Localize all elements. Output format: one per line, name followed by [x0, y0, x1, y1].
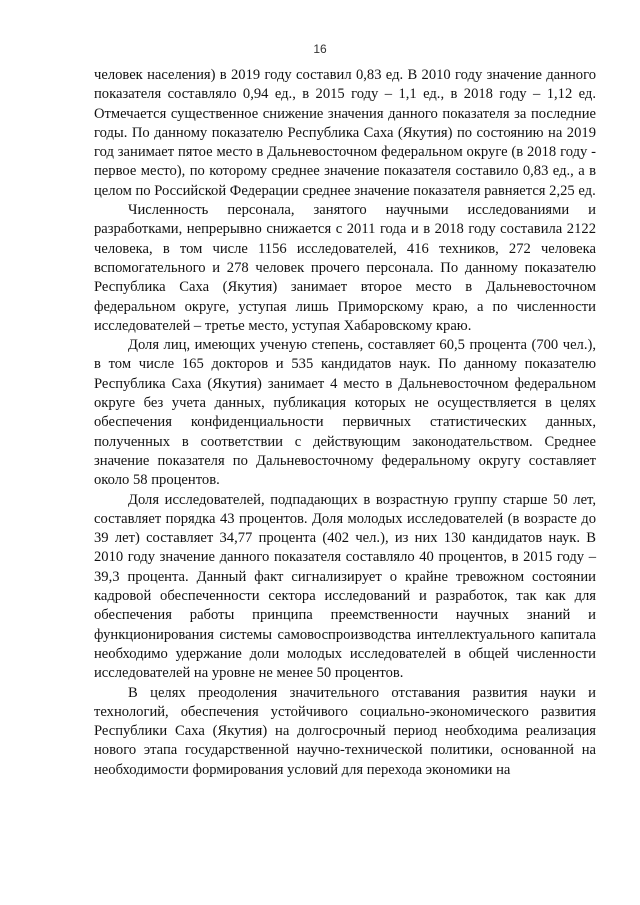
body-text [94, 66, 596, 780]
paragraph-5: В целях преодоления значительного отставания развития науки и технологий, обеспечения устойчивого социально-экономического развития Республики Саха (Якутия) на долгосрочный период необходима реализация нового этапа государственной научно-технической политики, основанной на необходимости формирования условий для перехода экономики на [94, 684, 596, 778]
paragraph-4: Доля исследователей, подпадающих в возрастную группу старше 50 лет, составляет порядка 43 процентов. Доля молодых исследователей (в возрасте до 39 лет) составляет 34,77 процента (402 чел.), из них 130 кандидатов наук. В 2010 году значение данного показателя составляло 40 процентов, в 2015 году – 39,3 процента. Данный факт сигнализирует о крайне тревожном состоянии кадровой обеспеченности сектора исследований и разработок, так как для обеспечения работы принципа преемственности научных знаний и функционирования системы самовоспроизводства интеллектуального капитала необходимо удержание доли молодых исследователей в общей численности исследователей на уровне не менее 50 процентов. [94, 491, 596, 682]
paragraph-3: Доля лиц, имеющих ученую степень, составляет 60,5 процента (700 чел.), в том числе 165 докторов и 535 кандидатов наук. По данному показателю Республика Саха (Якутия) занимает 4 место в Дальневосточном федеральном округе без учета данных, публикация которых не осуществляется в целях обеспечения конфиденциальности первичных статистических данных, полученных в соответствии с действующим законодательством. Среднее значение показателя по Дальневосточному федеральному округу составляет около 58 процентов. [94, 337, 596, 489]
page-number: 16 [313, 42, 327, 56]
paragraph-1: человек населения) в 2019 году составил 0,83 ед. В 2010 году значение данного показателя составляло 0,94 ед., в 2015 году – 1,1 ед., в 2018 году – 1,12 ед. Отмечается существенное снижение значения данного показателя за последние годы. По данному показателю Республика Саха (Якутия) по состоянию на 2019 год занимает пятое место в Дальневосточном федеральном округе (в 2018 году - первое место), по которому среднее значение показателя составило 0,83 ед., а в целом по Российской Федерации среднее значение показателя равняется 2,25 ед. [94, 67, 596, 199]
paragraph-2: Численность персонала, занятого научными исследованиями и разработками, непрерывно снижается с 2011 года и в 2018 году составила 2122 человека, в том числе 1156 исследователей, 416 техников, 272 человека вспомогательного и 278 человек прочего персонала. По данному показателю Республика Саха (Якутия) занимает второе место в Дальневосточном федеральном округе, уступая лишь Приморскому краю, а по численности исследователей – третье место, уступая Хабаровскому краю. [94, 202, 596, 334]
